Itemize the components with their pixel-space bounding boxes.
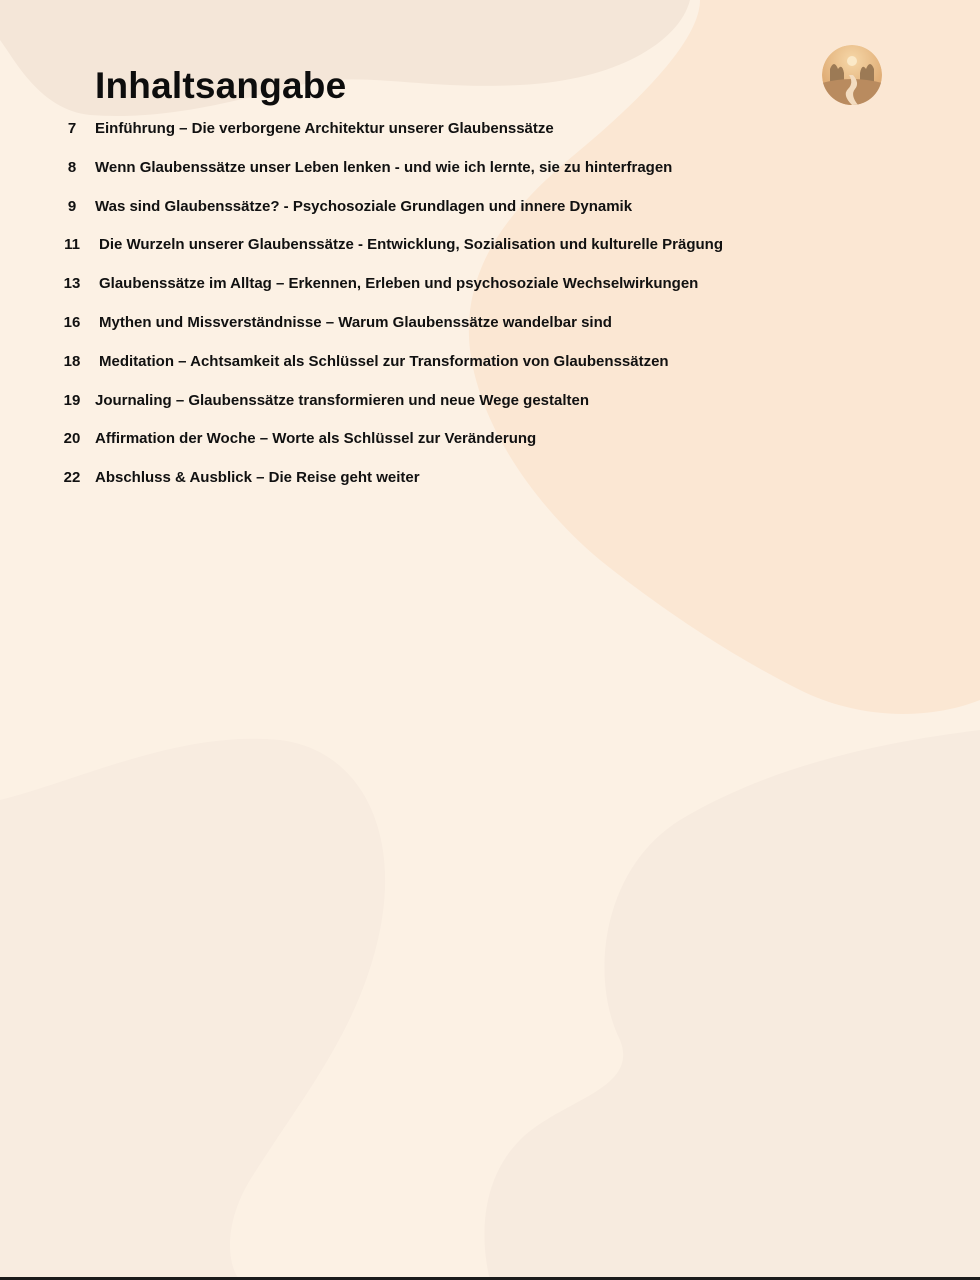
toc-page-number: 8 (67, 158, 77, 176)
toc-entry-title: Die Wurzeln unserer Glaubenssätze - Entwicklung, Sozialisation und kulturelle Prägung (99, 236, 724, 254)
toc-page-number: 13 (63, 275, 81, 293)
toc-entry-title: Was sind Glaubenssätze? - Psychosoziale Grundlagen und innere Dynamik (95, 197, 633, 215)
toc-page-number: 18 (63, 352, 81, 370)
toc-entry[interactable] (0, 156, 980, 195)
toc-page-number: 22 (63, 469, 81, 487)
toc-entry[interactable] (0, 311, 980, 350)
toc-page-number: 16 (63, 313, 81, 331)
toc-page-number: 9 (67, 197, 77, 215)
page-title: Inhaltsangabe (95, 64, 347, 106)
toc-entry[interactable] (0, 350, 980, 389)
path-landscape-icon (822, 45, 882, 105)
toc-entry-title: Abschluss & Ausblick – Die Reise geht weiter (95, 469, 420, 487)
toc-entry-title: Meditation – Achtsamkeit als Schlüssel zur Transformation von Glaubenssätzen (99, 352, 669, 370)
toc-entry[interactable] (0, 389, 980, 428)
toc-entry-title: Affirmation der Woche – Worte als Schlüssel zur Veränderung (95, 430, 537, 448)
toc-page-number: 7 (67, 120, 77, 137)
toc-entry-title: Mythen und Missverständnisse – Warum Glaubenssätze wandelbar sind (99, 313, 612, 331)
toc-entry-title: Einführung – Die verborgene Architektur unserer Glaubenssätze (95, 120, 554, 137)
toc-entry[interactable] (0, 117, 980, 156)
toc-page-number: 11 (64, 236, 80, 254)
toc-entry-title: Journaling – Glaubenssätze transformieren und neue Wege gestalten (95, 391, 590, 409)
table-of-contents (0, 117, 980, 505)
toc-page-number: 20 (63, 430, 81, 448)
toc-entry-title: Wenn Glaubenssätze unser Leben lenken - und wie ich lernte, sie zu hinterfragen (95, 158, 673, 176)
toc-entry[interactable] (0, 466, 980, 505)
toc-page-number: 19 (63, 391, 81, 409)
toc-entry[interactable] (0, 195, 980, 234)
toc-entry[interactable] (0, 233, 980, 272)
toc-entry[interactable] (0, 272, 980, 311)
toc-entry-title: Glaubenssätze im Alltag – Erkennen, Erleben und psychosoziale Wechselwirkungen (99, 275, 699, 293)
toc-entry[interactable] (0, 427, 980, 466)
